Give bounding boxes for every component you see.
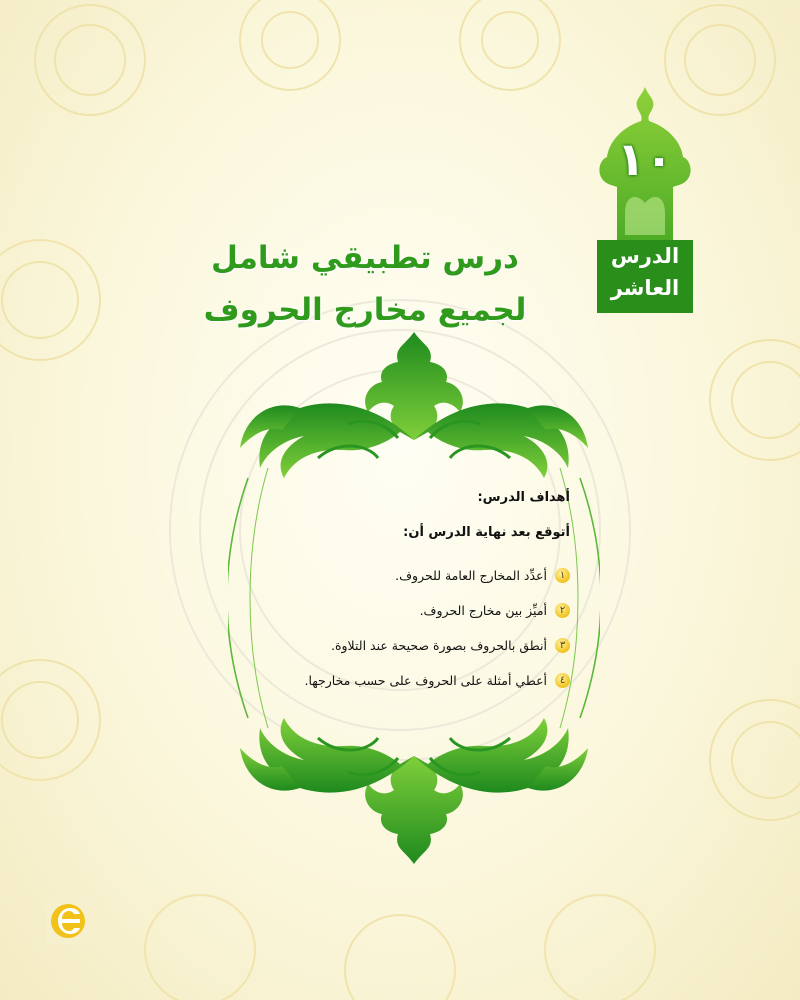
objectives-list xyxy=(270,558,570,698)
objectives-intro: أتوقع بعد نهاية الدرس أن: xyxy=(403,525,570,540)
objective-text: أميِّز بين مخارج الحروف. xyxy=(419,603,547,618)
title-line1: درس تطبيقي شامل xyxy=(211,240,519,276)
objective-text: أعدِّد المخارج العامة للحروف. xyxy=(395,568,547,583)
objective-number-badge: ١ xyxy=(555,568,570,583)
lesson-number: ١٠ xyxy=(616,132,674,186)
lesson-label-line2: العاشر xyxy=(610,276,680,300)
title-line2: لجميع مخارج الحروف xyxy=(203,292,527,328)
objective-text: أنطق بالحروف بصورة صحيحة عند التلاوة. xyxy=(330,638,547,653)
lesson-label xyxy=(597,240,693,304)
list-item xyxy=(270,593,570,628)
objective-text: أعطي أمثلة على الحروف على حسب مخارجها. xyxy=(304,673,547,688)
lesson-title xyxy=(180,232,550,336)
objectives-heading: أهداف الدرس: xyxy=(477,490,570,505)
list-item xyxy=(270,663,570,698)
objective-number-badge: ٣ xyxy=(555,638,570,653)
publisher-logo-icon xyxy=(46,897,90,945)
list-item xyxy=(270,628,570,663)
lesson-label-line1: الدرس xyxy=(610,244,680,268)
list-item xyxy=(270,558,570,593)
objectives-panel xyxy=(270,490,570,698)
objective-number-badge: ٢ xyxy=(555,603,570,618)
objective-number-badge: ٤ xyxy=(555,673,570,688)
